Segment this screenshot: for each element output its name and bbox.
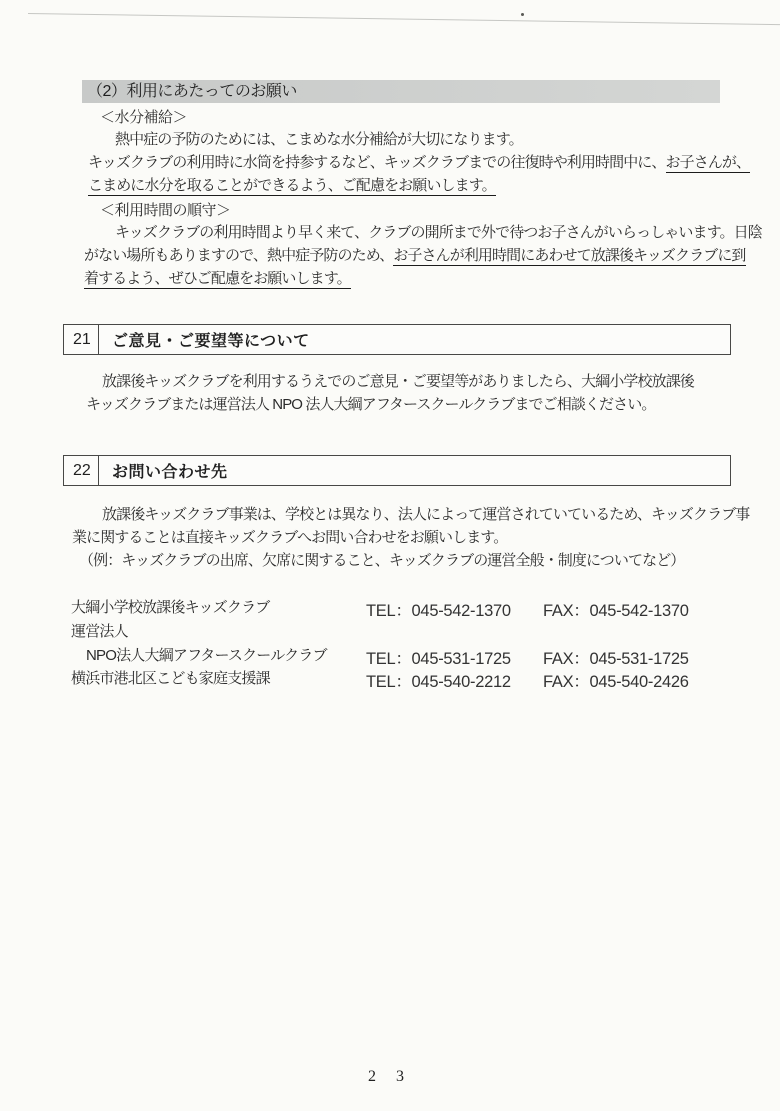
contact-row-name: 横浜市港北区こども家庭支援課 — [71, 670, 270, 687]
section-22-title: お問い合わせ先 — [112, 464, 228, 481]
section-22-number: 22 — [64, 456, 99, 485]
contact-row-name: NPO法人大綱アフタースクールクラブ — [86, 647, 327, 664]
punctuality-line3 — [84, 269, 351, 289]
section-22-line3: （例：キッズクラブの出席、欠席に関すること、キッズクラブの運営全般・制度についてなど） — [79, 552, 685, 569]
section-22-line1: 放課後キッズクラブ事業は、学校とは異なり、法人によって運営されていているため、キッズクラブ事 — [102, 506, 750, 523]
section-21-number: 21 — [64, 325, 99, 354]
section-22-header — [63, 455, 731, 486]
hydration-line2 — [88, 153, 750, 173]
hydration-line3 — [88, 176, 496, 196]
punctuality-line2 — [84, 246, 746, 266]
contact-row-name: 運営法人 — [71, 623, 128, 640]
punctuality-line1: キッズクラブの利用時間より早く来て、クラブの開所まで外で待つお子さんがいらっしゃいます。日陰 — [115, 224, 762, 241]
contact-row-tel: TEL：045-542-1370 — [366, 602, 511, 620]
contact-row-name: 大綱小学校放課後キッズクラブ — [71, 599, 270, 616]
section-21-header — [63, 324, 731, 355]
hydration-line1: 熱中症の予防のためには、こまめな水分補給が大切になります。 — [115, 131, 523, 148]
page-number: 2 3 — [368, 1068, 412, 1085]
scan-edge-line — [28, 13, 780, 25]
section-22-line2: 業に関することは直接キッズクラブへお問い合わせをお願いします。 — [72, 529, 508, 546]
contact-row-tel: TEL：045-531-1725 — [366, 650, 511, 668]
contact-row-fax: FAX：045-540-2426 — [543, 673, 689, 691]
section-21-line1: 放課後キッズクラブを利用するうえでのご意見・ご要望等がありましたら、大綱小学校放課後 — [102, 373, 694, 390]
hydration-label: ＜水分補給＞ — [100, 109, 188, 126]
contact-row-fax: FAX：045-531-1725 — [543, 650, 689, 668]
contact-row-fax: FAX：045-542-1370 — [543, 602, 689, 620]
section-21-line2: キッズクラブまたは運営法人 NPO 法人大綱アフタースクールクラブまでご相談ください。 — [86, 396, 656, 413]
scan-speck — [521, 13, 524, 16]
punctuality-line2-underlined: お子さんが利用時間にあわせて放課後キッズクラブに到 — [393, 247, 746, 264]
contact-row-tel: TEL：045-540-2212 — [366, 673, 511, 691]
subsection-heading-bar — [82, 80, 720, 103]
subsection-heading-text: （2）利用にあたってのお願い — [87, 83, 297, 100]
punctuality-label: ＜利用時間の順守＞ — [100, 202, 231, 219]
hydration-line3-underlined: こまめに水分を取ることができるよう、ご配慮をお願いします。 — [88, 177, 496, 194]
hydration-line2-underlined: お子さんが、 — [665, 154, 751, 171]
punctuality-line3-underlined: 着するよう、ぜひご配慮をお願いします。 — [84, 270, 351, 287]
punctuality-line2-plain: がない場所もありますので、熱中症予防のため、 — [84, 247, 394, 264]
section-21-title: ご意見・ご要望等について — [112, 333, 310, 350]
hydration-line2-plain: キッズクラブの利用時に水筒を持参するなど、キッズクラブまでの往復時や利用時間中に、 — [88, 154, 666, 171]
